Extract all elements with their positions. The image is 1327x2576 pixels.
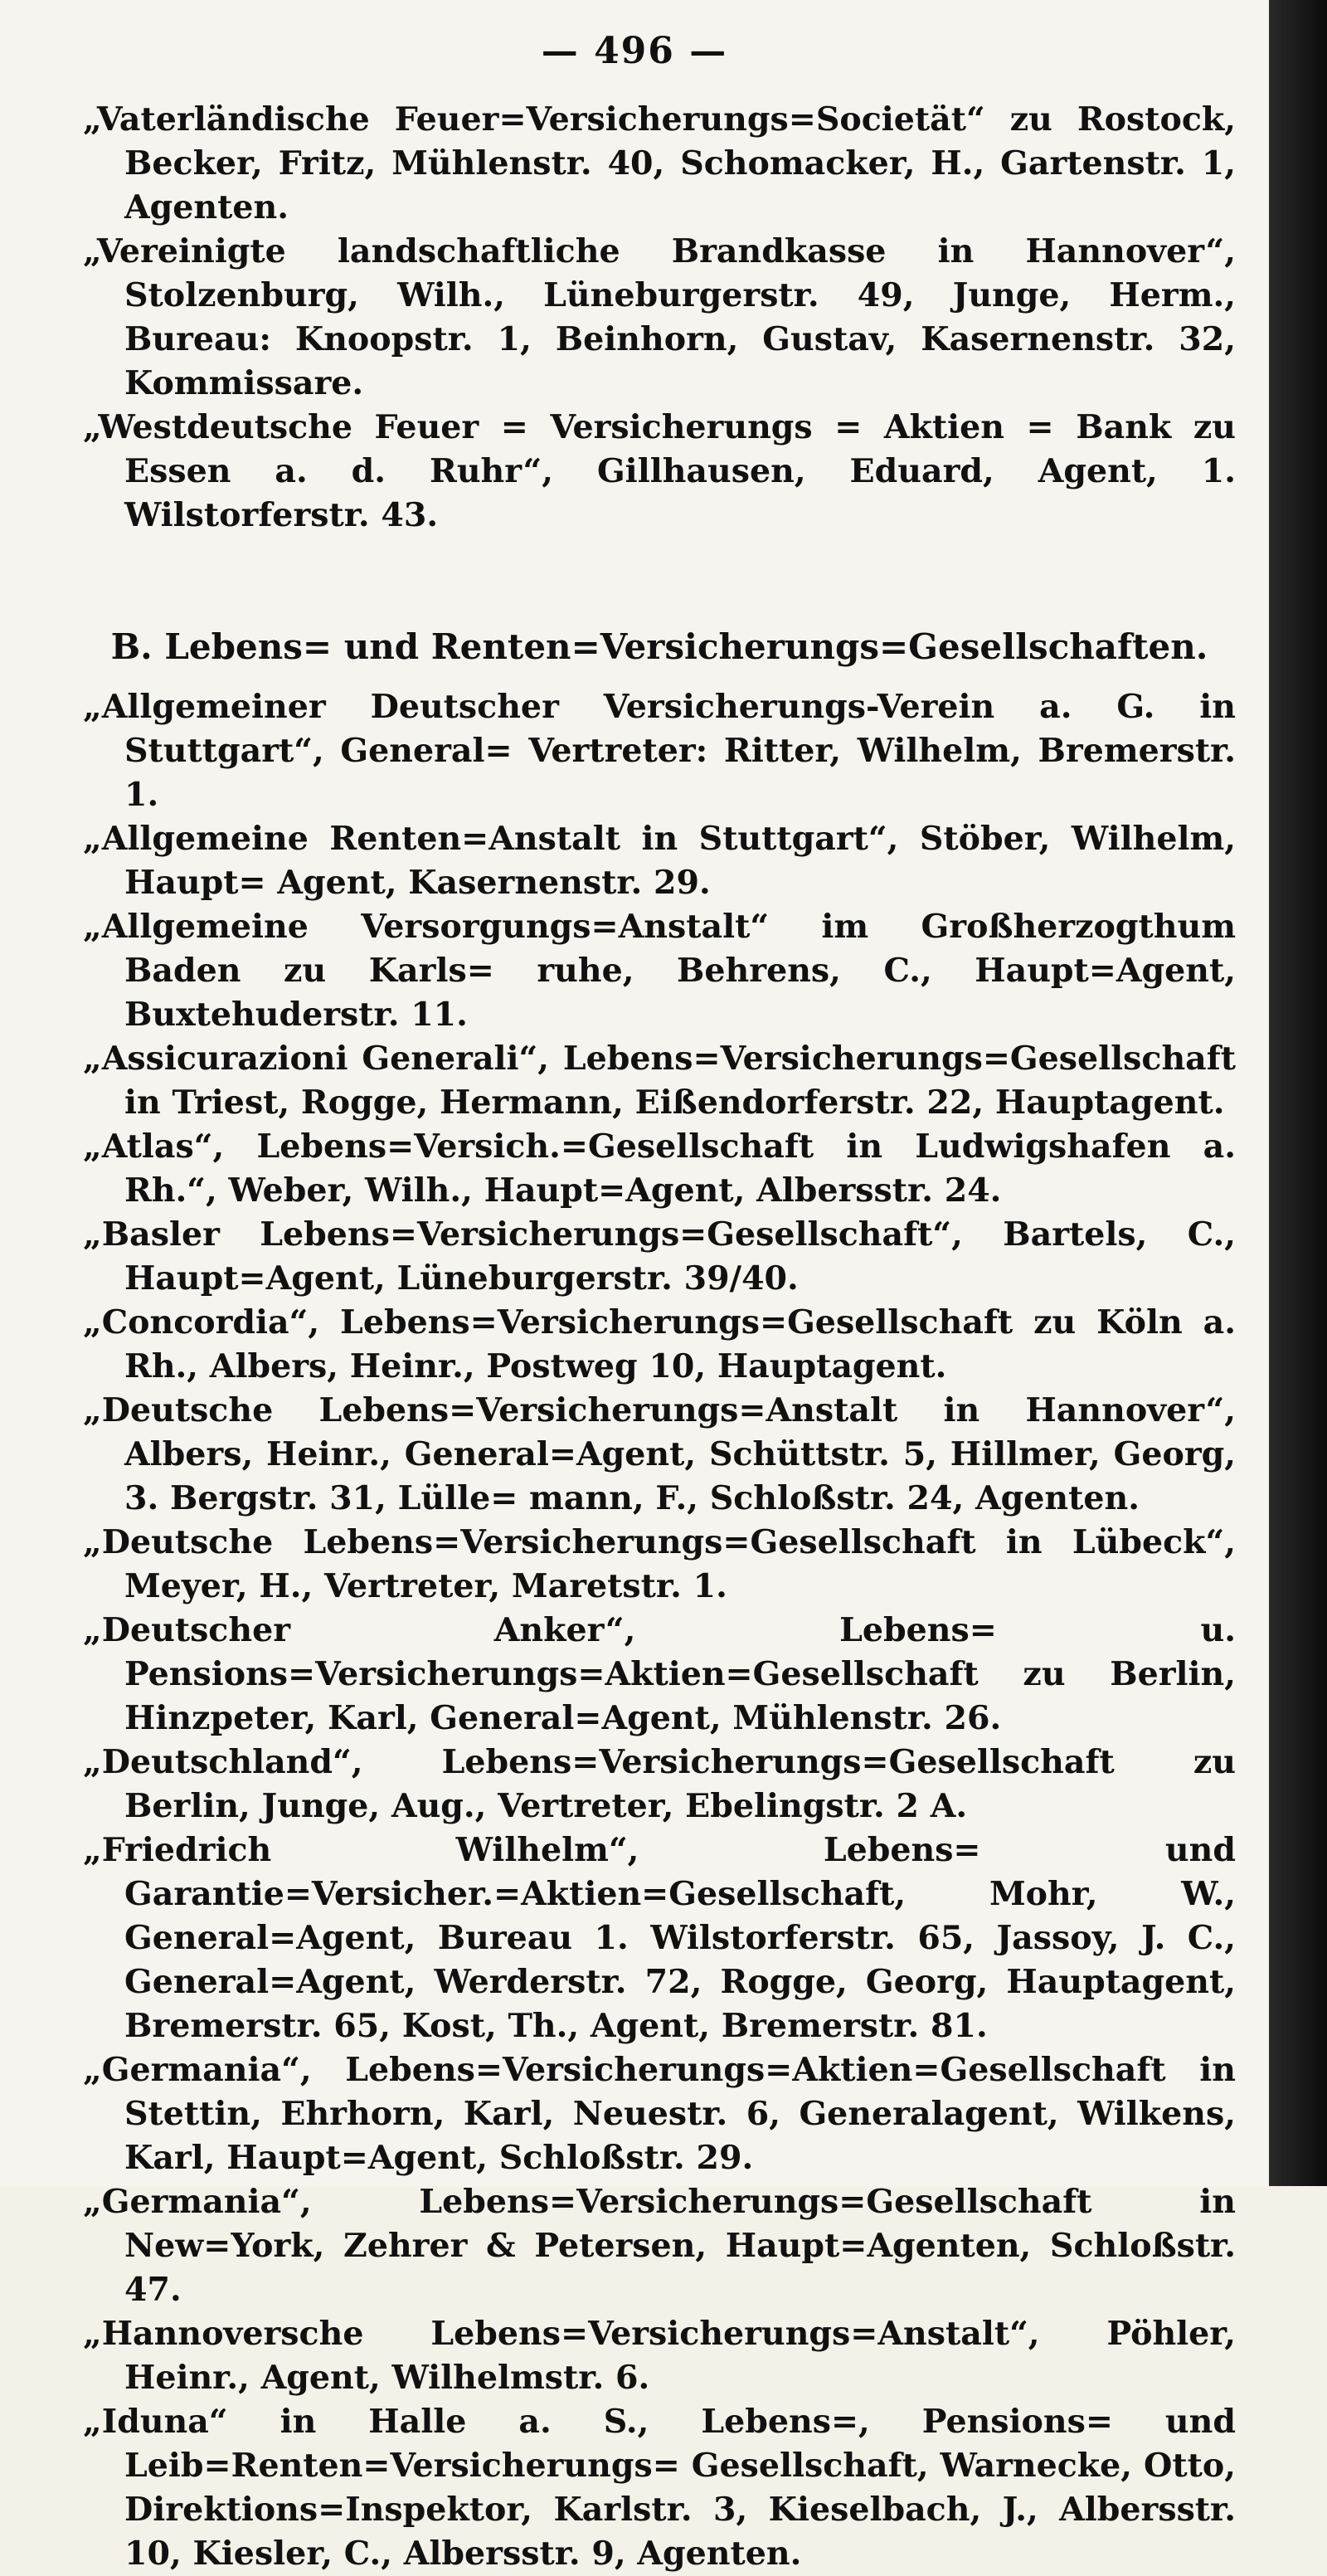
entry-basler: „Basler Lebens=Versicherungs=Gesellschaft“, Bartels, C., Haupt=Agent, Lüneburgerstr. 39/40. — [83, 1215, 1236, 1298]
entry-westdeutsche: „Westdeutsche Feuer = Versicherungs = Aktien = Bank zu Essen a. d. Ruhr“, Gillhausen, Eduard, Agent, 1. Wilstorferstr. 43. — [83, 408, 1236, 534]
entry-deutschland: „Deutschland“, Lebens=Versicherungs=Gesellschaft zu Berlin, Junge, Aug., Vertreter, Ebelingstr. 2 A. — [83, 1743, 1236, 1825]
entry-germania-stettin: „Germania“, Lebens=Versicherungs=Aktien=Gesellschaft in Stettin, Ehrhorn, Karl, Neuestr. 6, Generalagent, Wilkens, Karl, Haupt=Agent, Schloßstr. 29. — [83, 2051, 1236, 2177]
entry-vaterlaendische: „Vaterländische Feuer=Versicherungs=Societät“ zu Rostock, Becker, Fritz, Mühlenstr. 40, Schomacker, H., Gartenstr. 1, Agenten. — [83, 100, 1236, 226]
entry-concordia: „Concordia“, Lebens=Versicherungs=Gesellschaft zu Köln a. Rh., Albers, Heinr., Postweg 10, Hauptagent. — [83, 1303, 1236, 1385]
entry-iduna: „Iduna“ in Halle a. S., Lebens=, Pensions= und Leib=Renten=Versicherungs= Gesellschaft, Warnecke, Otto, Direktions=Inspektor, Karlstr. 3, Kieselbach, J., Albersstr. 10, Kiesler, C., Albersstr. 9, Agenten. — [83, 2403, 1236, 2573]
entry-deutsche-lebens-gesellschaft: „Deutsche Lebens=Versicherungs=Gesellschaft in Lübeck“, Meyer, H., Vertreter, Maretstr. 1. — [83, 1523, 1236, 1605]
entry-allgemeiner-deutscher: „Allgemeiner Deutscher Versicherungs-Verein a. G. in Stuttgart“, General= Vertreter: Ritter, Wilhelm, Bremerstr. 1. — [83, 688, 1236, 814]
entry-assicurazioni: „Assicurazioni Generali“, Lebens=Versicherungs=Gesellschaft in Triest, Rogge, Hermann, Eißendorferstr. 22, Hauptagent. — [83, 1040, 1236, 1122]
book-edge-shadow — [1269, 0, 1327, 2186]
entry-allgemeine-versorgung: „Allgemeine Versorgungs=Anstalt“ im Großherzogthum Baden zu Karls= ruhe, Behrens, C., Haupt=Agent, Buxtehuderstr. 11. — [83, 908, 1236, 1034]
entry-allgemeine-renten: „Allgemeine Renten=Anstalt in Stuttgart“, Stöber, Wilhelm, Haupt= Agent, Kasernenstr. 29. — [83, 820, 1236, 902]
entry-hannoversche: „Hannoversche Lebens=Versicherungs=Anstalt“, Pöhler, Heinr., Agent, Wilhelmstr. 6. — [83, 2315, 1236, 2397]
entry-vereinigte-brandkasse: „Vereinigte landschaftliche Brandkasse in Hannover“, Stolzenburg, Wilh., Lüneburgerstr. 49, Junge, Herm., Bureau: Knoopstr. 1, Beinhorn, Gustav, Kasernenstr. 32, Kommissare. — [83, 232, 1236, 402]
entry-deutsche-lebens-anstalt: „Deutsche Lebens=Versicherungs=Anstalt in Hannover“, Albers, Heinr., General=Agent, Schüttstr. 5, Hillmer, Georg, 3. Bergstr. 31, Lülle= mann, F., Schloßstr. 24, Agenten. — [83, 1391, 1236, 1517]
entry-atlas: „Atlas“, Lebens=Versich.=Gesellschaft in Ludwigshafen a. Rh.“, Weber, Wilh., Haupt=Agent, Albersstr. 24. — [83, 1127, 1236, 1210]
page-number: — 496 — — [541, 30, 728, 72]
entry-deutscher-anker: „Deutscher Anker“, Lebens= u. Pensions=Versicherungs=Aktien=Gesellschaft zu Berlin, Hinzpeter, Karl, General=Agent, Mühlenstr. 26. — [83, 1611, 1236, 1737]
entry-germania-new-york: „Germania“, Lebens=Versicherungs=Gesellschaft in New=York, Zehrer & Petersen, Haupt=Agenten, Schloßstr. 47. — [83, 2183, 1236, 2309]
entry-friedrich-wilhelm: „Friedrich Wilhelm“, Lebens= und Garantie=Versicher.=Aktien=Gesellschaft, Mohr, W., General=Agent, Bureau 1. Wilstorferstr. 65, Jassoy, J. C., General=Agent, Werderstr. 72, Rogge, Georg, Hauptagent, Bremerstr. 65, Kost, Th., Agent, Bremerstr. 81. — [83, 1831, 1236, 2045]
section-heading-b: B. Lebens= und Renten=Versicherungs=Gesellschaften. — [110, 626, 1208, 667]
page-content — [83, 98, 1236, 2576]
